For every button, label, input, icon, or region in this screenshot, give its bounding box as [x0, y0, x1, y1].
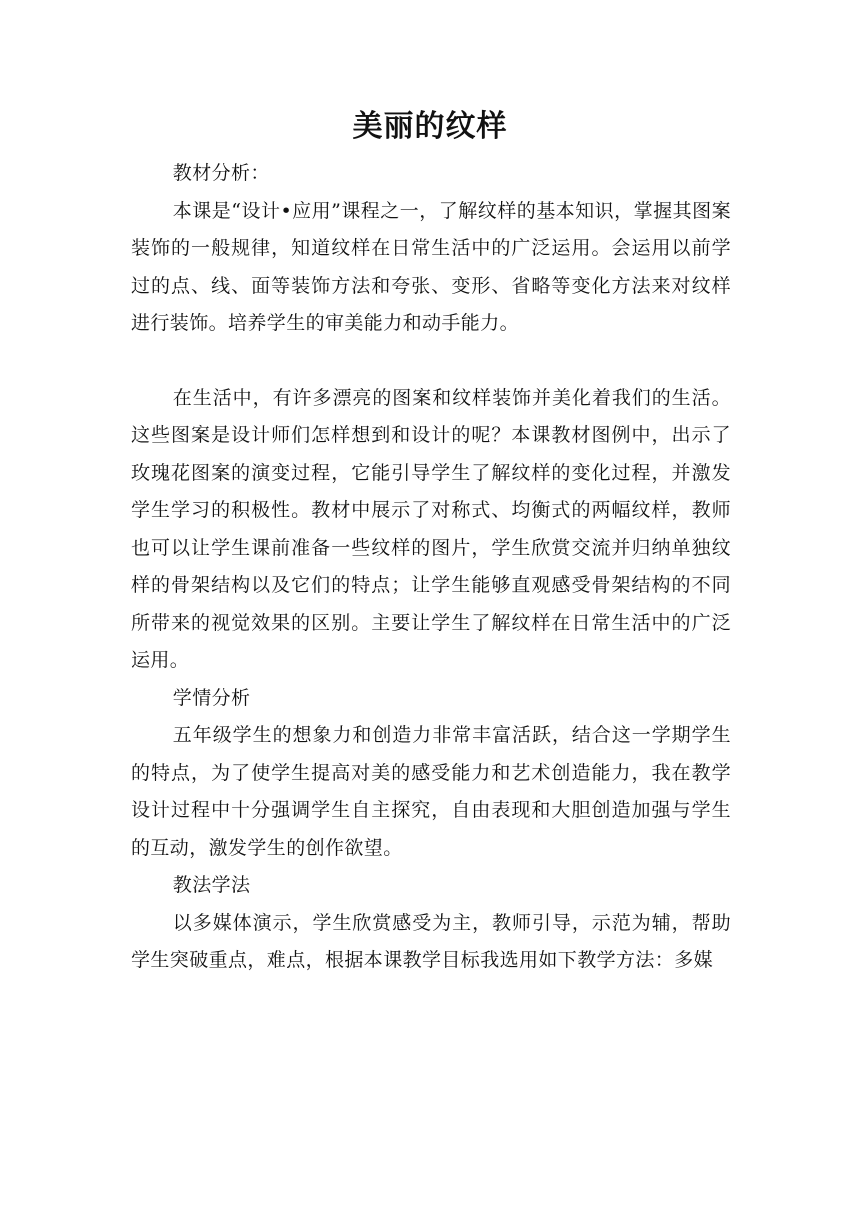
paragraph-teaching-methods: 以多媒体演示，学生欣赏感受为主，教师引导，示范为辅，帮助学生突破重点，难点，根据本课教学目标我选用如下教学方法：多媒: [131, 911, 731, 971]
section-heading-material-analysis: 教材分析：: [172, 162, 270, 184]
document-body: [131, 155, 731, 980]
section-heading-learner-analysis: 学情分析: [172, 686, 251, 709]
paragraph-material-details: 在生活中，有许多漂亮的图案和纹样装饰并美化着我们的生活。这些图案是设计师们怎样想到和设计的呢？本课教材图例中，出示了玫瑰花图案的演变过程，它能引导学生了解纹样的变化过程，并激发学生学习的积极性。教材中展示了对称式、均衡式的两幅纹样，教师也可以让学生课前准备一些纹样的图片，学生欣赏交流并归纳单独纹样的骨架结构以及它们的特点；让学生能够直观感受骨架结构的不同所带来的视觉效果的区别。主要让学生了解纹样在日常生活中的广泛运用。: [131, 386, 731, 671]
paragraph-learner-analysis: 五年级学生的想象力和创造力非常丰富活跃，结合这一学期学生的特点，为了使学生提高对美的感受能力和艺术创造能力，我在教学设计过程中十分强调学生自主探究，自由表现和大胆创造加强与学生的互动，激发学生的创作欲望。: [131, 724, 731, 859]
section-heading-teaching-methods: 教法学法: [172, 874, 251, 896]
paragraph-material-overview: 本课是“设计•应用”课程之一，了解纹样的基本知识，掌握其图案装饰的一般规律，知道纹样在日常生活中的广泛运用。会运用以前学过的点、线、面等装饰方法和夸张、变形、省略等变化方法来对纹样进行装饰。培养学生的审美能力和动手能力。: [131, 199, 731, 334]
document-title: 美丽的纹样: [352, 109, 508, 144]
